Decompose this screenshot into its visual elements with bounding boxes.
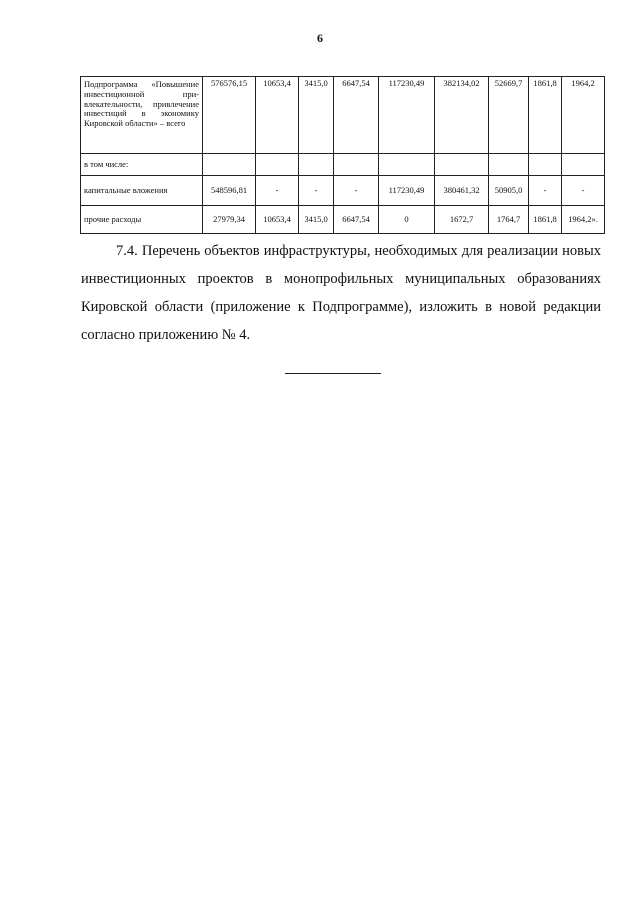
table-cell: - [529,176,562,206]
table-cell: 1764,7 [489,206,529,234]
table-cell: 0 [379,206,435,234]
end-separator-line [285,373,381,374]
table-cell [489,154,529,176]
table-cell: 1861,8 [529,206,562,234]
table-row-subprogram-total [81,77,605,154]
row-label: капитальные вложения [81,176,203,206]
table-cell: 576576,15 [203,77,256,154]
table-row-capital-investments [81,176,605,206]
table-cell: - [334,176,379,206]
table-cell: 3415,0 [299,77,334,154]
table-cell: 27979,34 [203,206,256,234]
table-cell: - [562,176,605,206]
table-cell: - [256,176,299,206]
table-row-including [81,154,605,176]
table-row-other-expenses [81,206,605,234]
table-cell: 548596,81 [203,176,256,206]
table-cell: 117230,49 [379,77,435,154]
page-number: 6 [317,31,323,45]
table-cell [562,154,605,176]
amendment-paragraph: 7.4. Перечень объектов инфраструктуры, необходимых для реализации новых инвестиционных проектов в монопрофильных муниципальных образованиях Кировской области (приложение к Подпрограмме), изложить в новой редакции согласно приложению № 4. [81,243,601,343]
row-label: в том числе: [81,154,203,176]
table-cell: 1964,2». [562,206,605,234]
table-cell: 1672,7 [435,206,489,234]
table-cell: 380461,32 [435,176,489,206]
table-cell [299,154,334,176]
table-cell [256,154,299,176]
table-cell: 50905,0 [489,176,529,206]
table-cell: 6647,54 [334,206,379,234]
table-cell: 117230,49 [379,176,435,206]
table-cell [203,154,256,176]
table-cell: 6647,54 [334,77,379,154]
table-cell: 52669,7 [489,77,529,154]
table-cell [334,154,379,176]
budget-table [80,76,605,234]
table-cell [379,154,435,176]
table-cell: - [299,176,334,206]
table-cell: 3415,0 [299,206,334,234]
table-cell: 1964,2 [562,77,605,154]
row-label: Подпрограмма «Повышение инвестиционной привлекательности, привлечение инвестиций в экономику Кировской области» – всего [81,77,203,154]
table-cell: 382134,02 [435,77,489,154]
table-cell: 10653,4 [256,77,299,154]
table-cell: 10653,4 [256,206,299,234]
row-label: прочие расходы [81,206,203,234]
table-cell [435,154,489,176]
table-cell: 1861,8 [529,77,562,154]
table-cell [529,154,562,176]
